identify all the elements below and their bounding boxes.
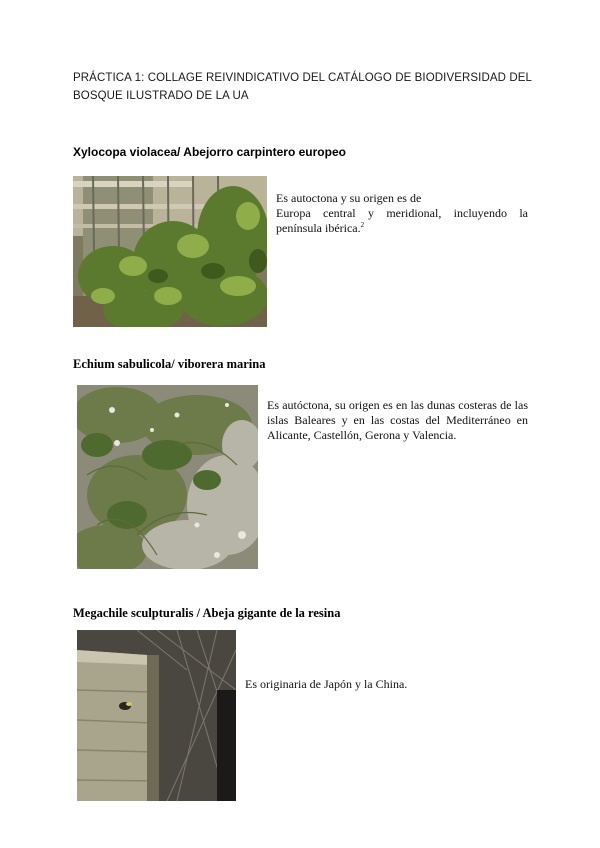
species-description-xylocopa — [276, 191, 528, 236]
photo-megachile-bee-on-wood — [77, 630, 236, 801]
species-heading-xylocopa: Xylocopa violacea/ Abejorro carpintero europeo — [73, 145, 346, 159]
species-heading-megachile: Megachile sculpturalis / Abeja gigante de la resina — [73, 606, 341, 620]
photo-echium-ground — [77, 385, 258, 569]
description-line: península ibérica. — [276, 221, 361, 235]
footnote-marker: 2 — [360, 221, 365, 229]
species-description-megachile: Es originaria de Japón y la China. — [245, 677, 408, 691]
species-heading-echium: Echium sabulicola/ viborera marina — [73, 357, 266, 371]
document-title: PRÁCTICA 1: COLLAGE REIVINDICATIVO DEL CATÁLOGO DE BIODIVERSIDAD DEL BOSQUE ILUSTRADO DE LA UA — [73, 72, 532, 102]
description-line: Es autoctona y su origen es de — [276, 191, 422, 205]
photo-xylocopa-shrub — [73, 176, 267, 327]
species-description-echium: Es autóctona, su origen es en las dunas costeras de las islas Baleares y en las costas del Mediterráneo en Alicante, Castellón, Gerona y Valencia. — [267, 398, 528, 442]
description-line: Europa central y meridional, incluyendo la — [276, 206, 528, 220]
